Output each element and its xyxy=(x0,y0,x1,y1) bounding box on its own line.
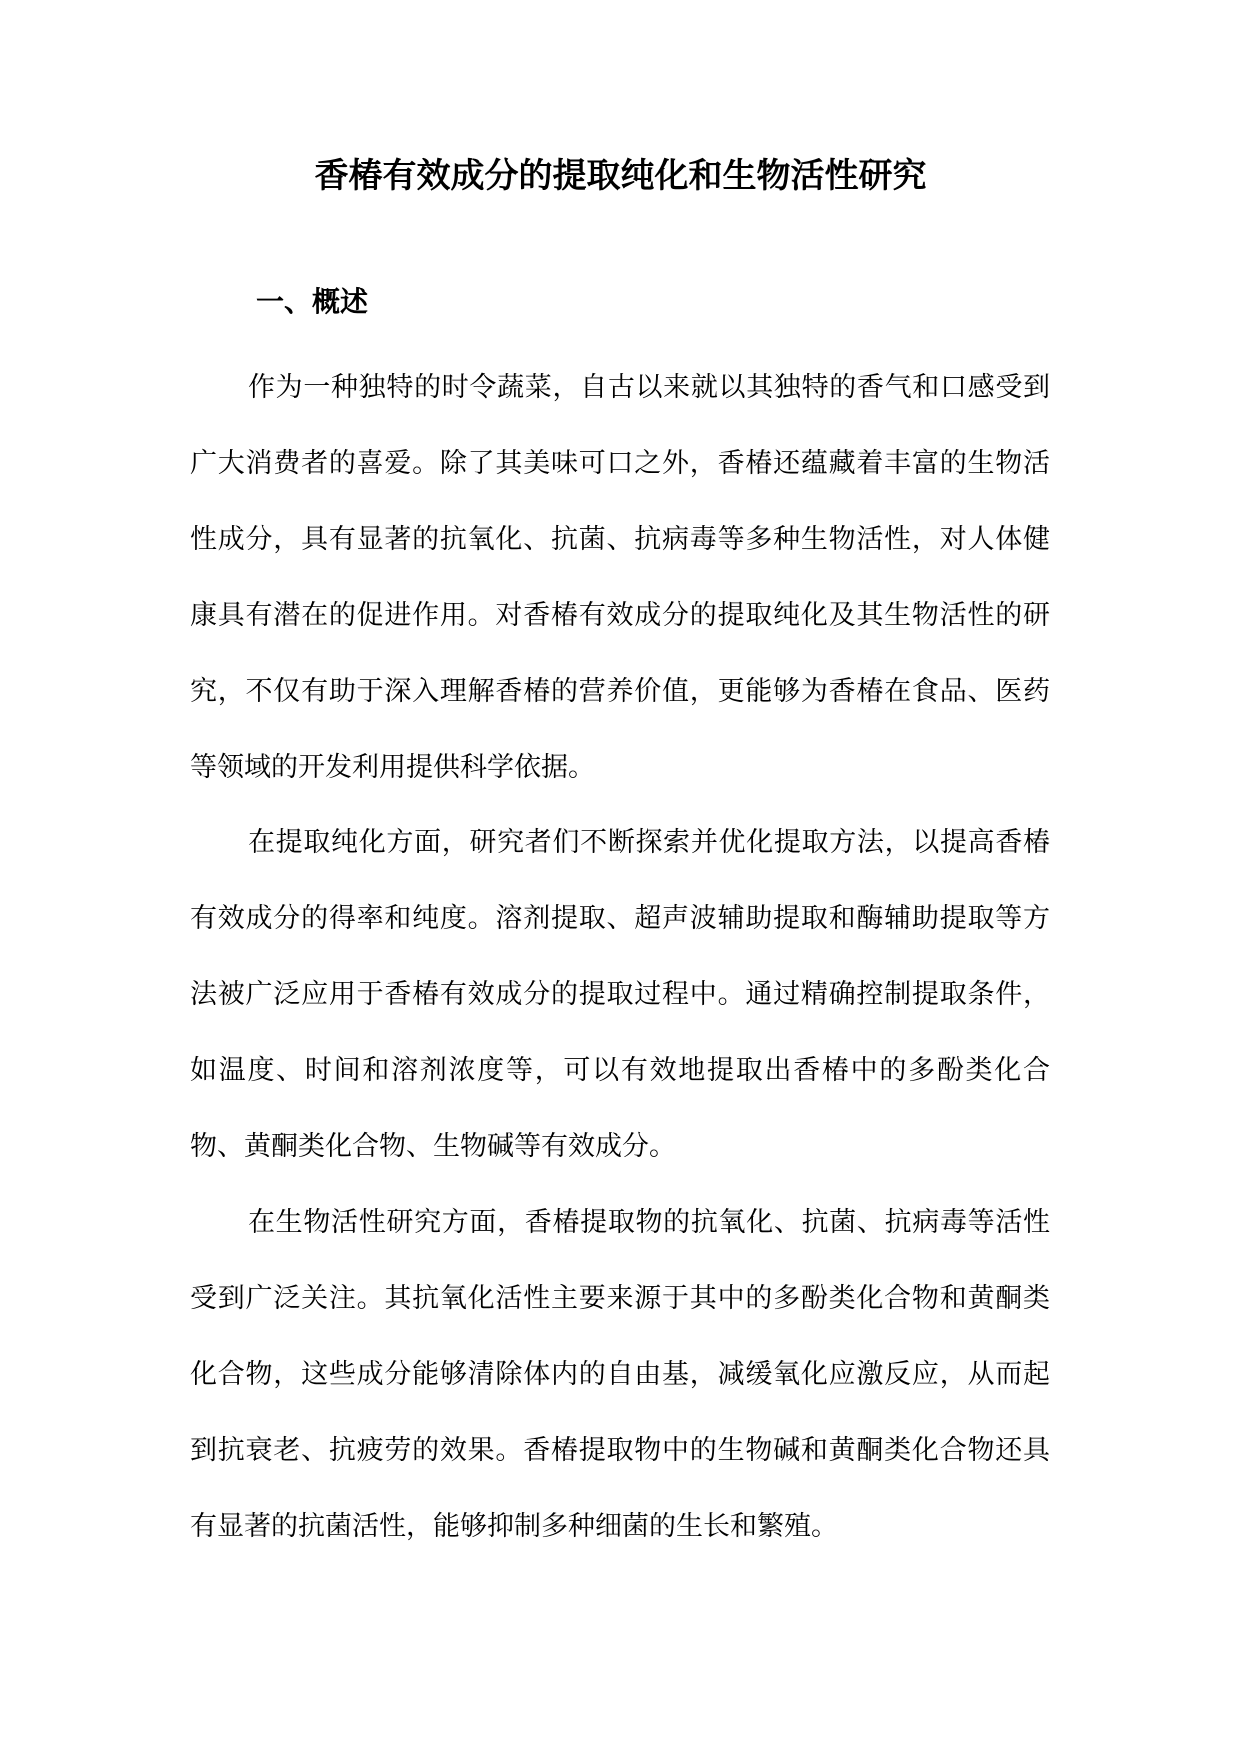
paragraph-3-block xyxy=(190,1185,1050,1565)
document-title: 香椿有效成分的提取纯化和生物活性研究 xyxy=(314,156,927,196)
paragraph-bioactivity: 在生物活性研究方面，香椿提取物的抗氧化、抗菌、抗病毒等活性受到广泛关注。其抗氧化活性主要来源于其中的多酚类化合物和黄酮类化合物，这些成分能够清除体内的自由基，减缓氧化应激反应，从而起到抗衰老、抗疲劳的效果。香椿提取物中的生物碱和黄酮类化合物还具有显著的抗菌活性，能够抑制多种细菌的生长和繁殖。 xyxy=(190,1207,1050,1542)
paragraph-1-block xyxy=(190,350,1050,806)
paragraph-2-block xyxy=(190,805,1050,1185)
paragraph-extraction: 在提取纯化方面，研究者们不断探索并优化提取方法，以提高香椿有效成分的得率和纯度。溶剂提取、超声波辅助提取和酶辅助提取等方法被广泛应用于香椿有效成分的提取过程中。通过精确控制提取条件，如温度、时间和溶剂浓度等，可以有效地提取出香椿中的多酚类化合物、黄酮类化合物、生物碱等有效成分。 xyxy=(190,827,1050,1162)
section-heading-overview: 一、概述 xyxy=(256,285,369,318)
paragraph-intro: 作为一种独特的时令蔬菜，自古以来就以其独特的香气和口感受到广大消费者的喜爱。除了其美味可口之外，香椿还蕴藏着丰富的生物活性成分，具有显著的抗氧化、抗菌、抗病毒等多种生物活性，对人体健康具有潜在的促进作用。对香椿有效成分的提取纯化及其生物活性的研究，不仅有助于深入理解香椿的营养价值，更能够为香椿在食品、医药等领域的开发利用提供科学依据。 xyxy=(190,372,1050,783)
